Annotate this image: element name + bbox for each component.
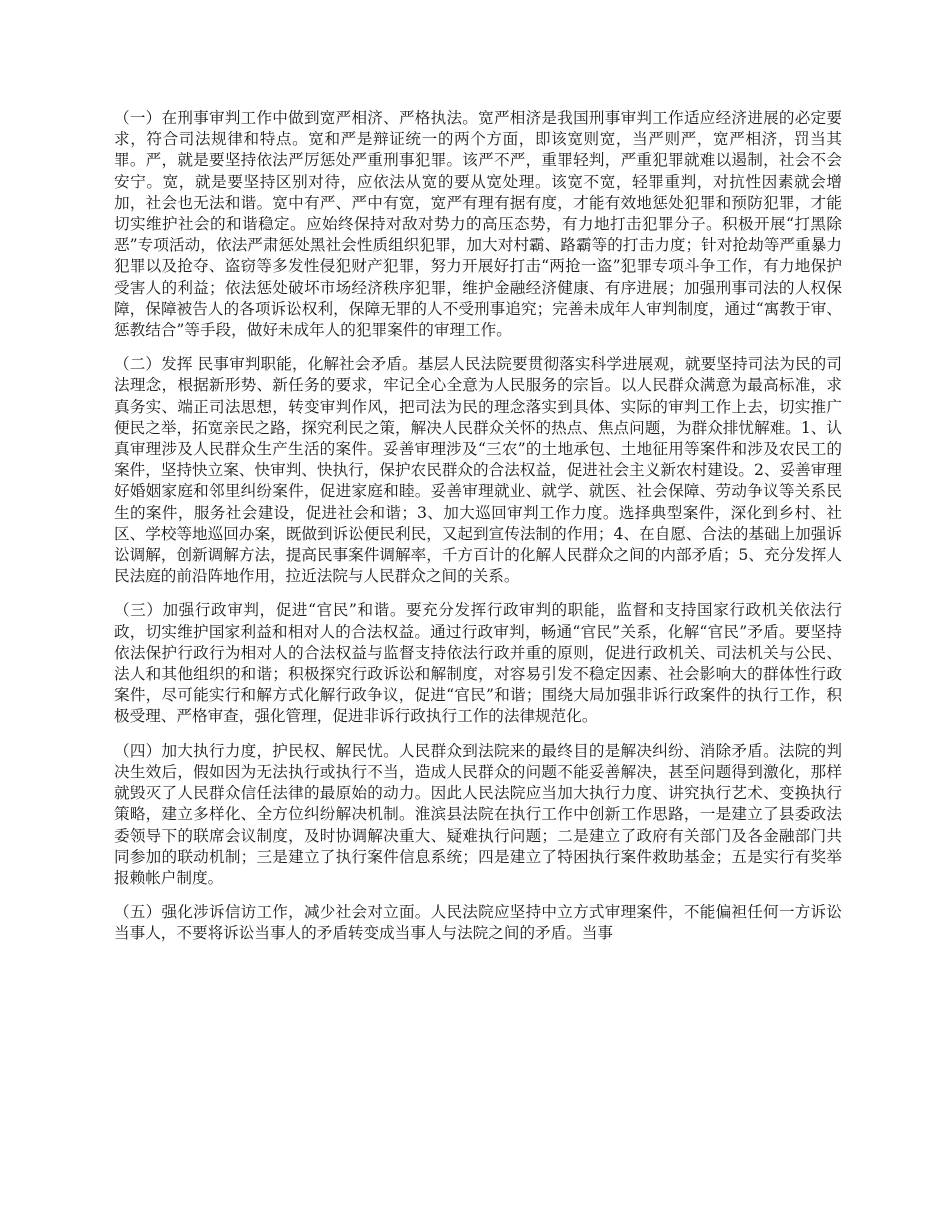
document-body [114,108,842,958]
paragraph-criminal-trial: （一）在刑事审判工作中做到宽严相济、严格执法。宽严相济是我国刑事审判工作适应经济进展的必定要求，符合司法规律和特点。宽和严是辩证统一的两个方面，即该宽则宽，当严则严，宽严相济，罚当其罪。严，就是要坚持依法严厉惩处严重刑事犯罪。该严不严，重罪轻判，严重犯罪就难以遏制，社会不会安宁。宽，就是要坚持区别对待，应依法从宽的要从宽处理。该宽不宽，轻罪重判，对抗性因素就会增加，社会也无法和谐。宽中有严、严中有宽，宽严有理有据有度，才能有效地惩处犯罪和预防犯罪，才能切实维护社会的和谐稳定。应始终保持对敌对势力的高压态势，有力地打击犯罪分子。积极开展“打黑除恶”专项活动，依法严肃惩处黑社会性质组织犯罪，加大对村霸、路霸等的打击力度；针对抢劫等严重暴力犯罪以及抢夺、盗窃等多发性侵犯财产犯罪，努力开展好打击“两抢一盗”犯罪专项斗争工作，有力地保护受害人的利益；依法惩处破坏市场经济秩序犯罪，维护金融经济健康、有序进展；加强刑事司法的人权保障，保障被告人的各项诉讼权利，保障无罪的人不受刑事追究；完善未成年人审判制度，通过“寓教于审、惩教结合”等手段，做好未成年人的犯罪案件的审理工作。 [114,109,842,340]
paragraph-civil-trial: （二）发挥 民事审判职能，化解社会矛盾。基层人民法院要贯彻落实科学进展观，就要坚持司法为民的司法理念，根据新形势、新任务的要求，牢记全心全意为人民服务的宗旨。以人民群众满意为最高标准，求真务实、端正司法思想，转变审判作风，把司法为民的理念落实到具体、实际的审判工作上去，切实推广便民之举，拓宽亲民之路，探究利民之策，解决人民群众关怀的热点、焦点问题，为群众排忧解难。1、认真审理涉及人民群众生产生活的案件。妥善审理涉及“三农”的土地承包、土地征用等案件和涉及农民工的案件，坚持快立案、快审判、快执行，保护农民群众的合法权益，促进社会主义新农村建设。2、妥善审理好婚姻家庭和邻里纠纷案件，促进家庭和睦。妥善审理就业、就学、就医、社会保障、劳动争议等关系民生的案件，服务社会建设，促进社会和谐；3、加大巡回审判工作力度。选择典型案件，深化到乡村、社区、学校等地巡回办案，既做到诉讼便民利民，又起到宣传法制的作用；4、在自愿、合法的基础上加强诉讼调解，创新调解方法，提高民事案件调解率，千方百计的化解人民群众之间的内部矛盾；5、充分发挥人民法庭的前沿阵地作用，拉近法院与人民群众之间的关系。 [114,355,843,586]
paragraph-petition-work: （五）强化涉诉信访工作，减少社会对立面。人民法院应坚持中立方式审理案件，不能偏袒任何一方诉讼当事人，不要将诉讼当事人的矛盾转变成当事人与法院之间的矛盾。当事 [114,903,842,943]
paragraph-administrative-trial: （三）加强行政审判，促进“官民”和谐。要充分发挥行政审判的职能，监督和支持国家行政机关依法行政，切实维护国家利益和相对人的合法权益。通过行政审判，畅通“官民”关系，化解“官民”矛盾。要坚持依法保护行政行为相对人的合法权益与监督支持依法行政并重的原则，促进行政机关、司法机关与公民、法人和其他组织的和谐；积极探究行政诉讼和解制度，对容易引发不稳定因素、社会影响大的群体性行政案件，尽可能实行和解方式化解行政争议，促进“官民”和谐；围绕大局加强非诉行政案件的执行工作，积极受理、严格审查，强化管理，促进非诉行政执行工作的法律规范化。 [114,601,842,726]
paragraph-enforcement: （四）加大执行力度，护民权、解民忧。人民群众到法院来的最终目的是解决纠纷、消除矛盾。法院的判决生效后，假如因为无法执行或执行不当，造成人民群众的问题不能妥善解决，甚至问题得到激化，那样就毁灭了人民群众信任法律的最原始的动力。因此人民法院应当加大执行力度、讲究执行艺术、变换执行策略，建立多样化、全方位纠纷解决机制。淮滨县法院在执行工作中创新工作思路，一是建立了县委政法委领导下的联席会议制度，及时协调解决重大、疑难执行问题；二是建立了政府有关部门及各金融部门共同参加的联动机制；三是建立了执行案件信息系统；四是建立了特困执行案件救助基金；五是实行有奖举报赖帐户制度。 [114,741,842,887]
